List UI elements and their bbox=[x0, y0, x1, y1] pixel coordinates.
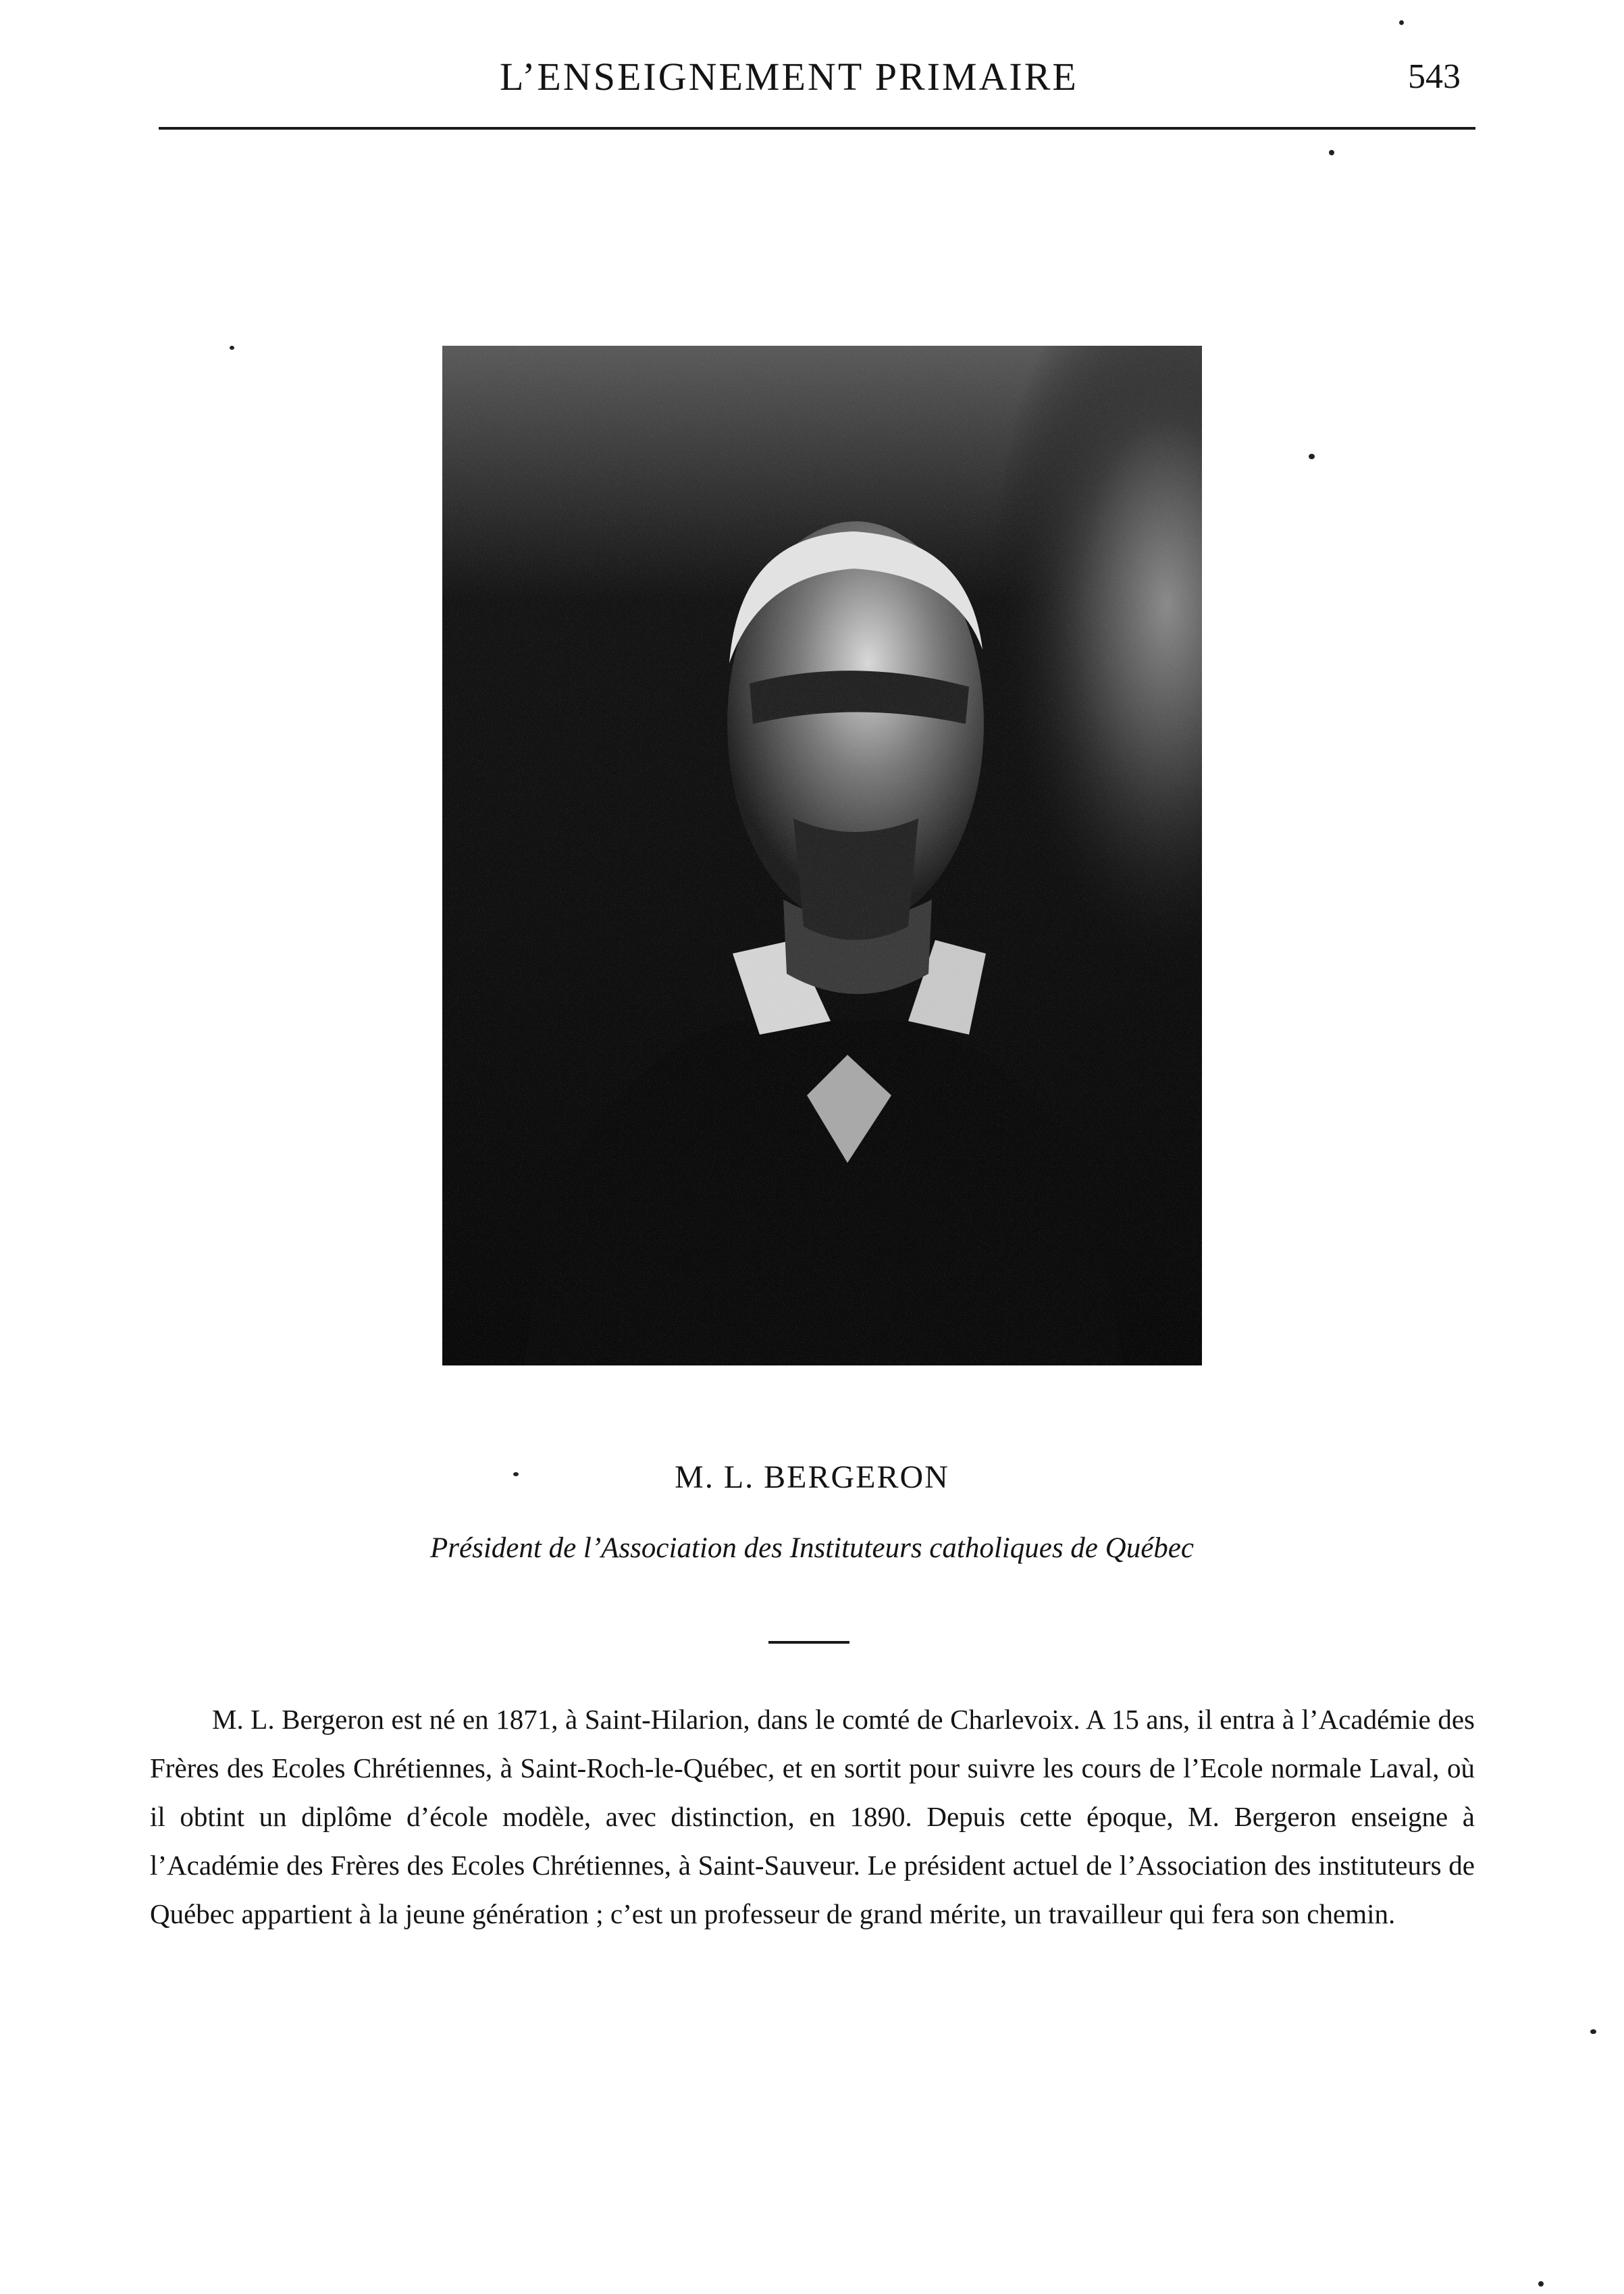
page-number: 543 bbox=[1408, 57, 1461, 96]
section-divider bbox=[768, 1641, 849, 1644]
running-title: L’ENSEIGNEMENT PRIMAIRE bbox=[500, 55, 1078, 99]
running-head bbox=[0, 54, 1624, 101]
print-speck bbox=[1329, 150, 1334, 155]
print-speck bbox=[1538, 2281, 1544, 2287]
portrait-image bbox=[442, 346, 1202, 1365]
biography-paragraph: M. L. Bergeron est né en 1871, à Saint-Hilarion, dans le comté de Charlevoix. A 15 ans, il entra à l’Académie des Frères des Ecoles Chrétiennes, à Saint-Roch-le-Québec, et en sortit pour suivre les cours de l’Ecole normale Laval, où il obtint un diplôme d’école modèle, avec distinction, en 1890. Depuis cette époque, M. Bergeron enseigne à l’Académie des Frères des Ecoles Chrétiennes, à Saint-Sauveur. Le président actuel de l’Association des instituteurs de Québec appartient à la jeune génération ; c’est un professeur de grand mérite, un travailleur qui fera son chemin. bbox=[150, 1704, 1475, 1929]
print-speck bbox=[1399, 20, 1404, 25]
header-rule bbox=[159, 127, 1475, 130]
portrait-caption-name: M. L. BERGERON bbox=[675, 1459, 949, 1495]
portrait-photograph bbox=[442, 346, 1202, 1365]
portrait-caption-role: Président de l’Association des Instituteurs catholiques de Québec bbox=[430, 1532, 1194, 1564]
print-speck bbox=[1309, 454, 1315, 459]
print-speck bbox=[230, 346, 234, 350]
print-speck bbox=[513, 1472, 519, 1476]
print-speck bbox=[1590, 2029, 1596, 2034]
